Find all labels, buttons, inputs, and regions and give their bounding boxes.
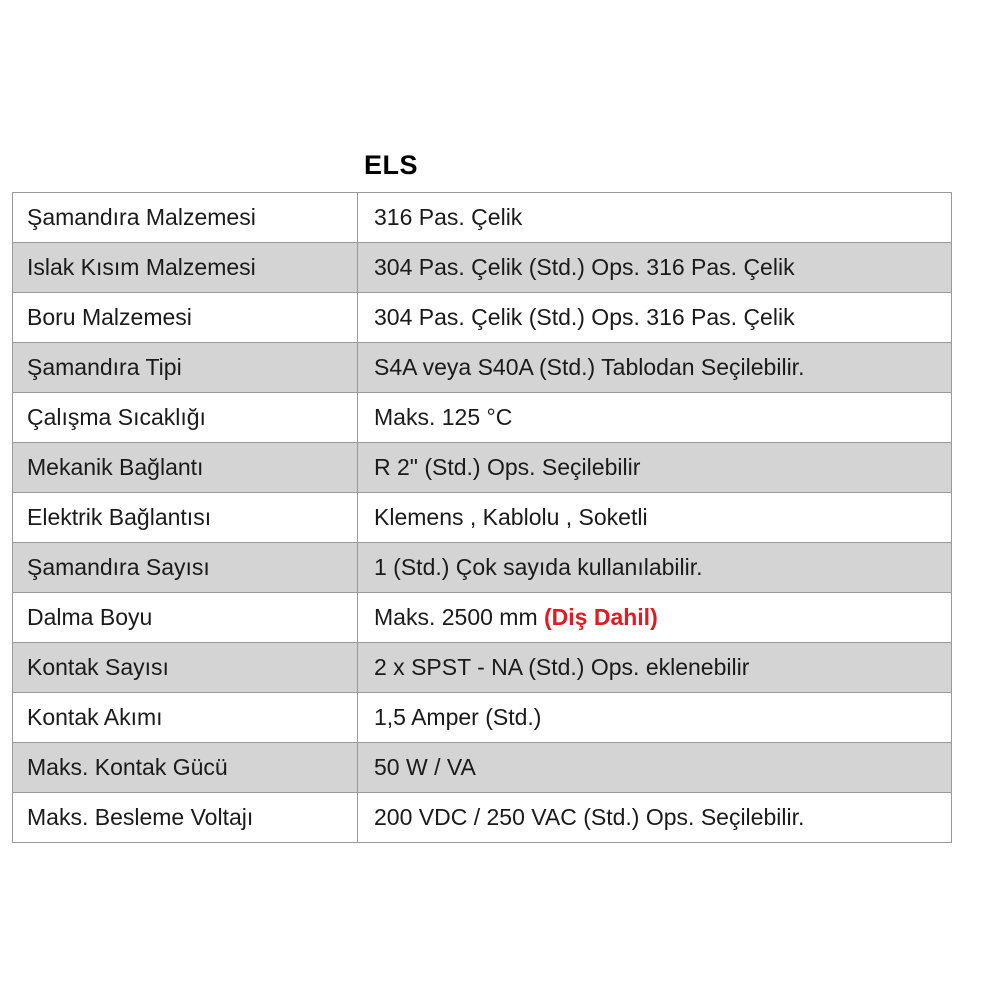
- table-row: [13, 543, 952, 593]
- spec-label: Şamandıra Malzemesi: [13, 193, 358, 243]
- table-row: [13, 443, 952, 493]
- spec-label: Çalışma Sıcaklığı: [13, 393, 358, 443]
- specifications-table: [12, 192, 952, 843]
- spec-value: [358, 643, 952, 693]
- spec-label: Boru Malzemesi: [13, 293, 358, 343]
- page-title: ELS: [364, 150, 419, 180]
- table-row: [13, 343, 952, 393]
- table-row: [13, 393, 952, 443]
- spec-value-accent: (Diş Dahil): [544, 604, 658, 630]
- table-row: [13, 693, 952, 743]
- spec-value-text: Maks. 125 °C: [374, 404, 513, 430]
- spec-value: [358, 743, 952, 793]
- spec-value-text: S4A veya S40A (Std.) Tablodan Seçilebilir.: [374, 354, 805, 380]
- spec-value: [358, 793, 952, 843]
- spec-value: [358, 343, 952, 393]
- spec-value: [358, 543, 952, 593]
- table-row: [13, 743, 952, 793]
- spec-value-text: 1 (Std.) Çok sayıda kullanılabilir.: [374, 554, 703, 580]
- spec-value: [358, 293, 952, 343]
- spec-value: [358, 243, 952, 293]
- table-row: [13, 493, 952, 543]
- spec-label: Maks. Kontak Gücü: [13, 743, 358, 793]
- spec-label: Elektrik Bağlantısı: [13, 493, 358, 543]
- spec-value: [358, 493, 952, 543]
- spec-label: Mekanik Bağlantı: [13, 443, 358, 493]
- table-row: [13, 643, 952, 693]
- spec-value-text: 1,5 Amper (Std.): [374, 704, 542, 730]
- spec-value: [358, 193, 952, 243]
- table-row: [13, 243, 952, 293]
- table-row: [13, 593, 952, 643]
- spec-value: [358, 443, 952, 493]
- spec-label: Dalma Boyu: [13, 593, 358, 643]
- spec-value: [358, 693, 952, 743]
- table-row: [13, 293, 952, 343]
- spec-label: Islak Kısım Malzemesi: [13, 243, 358, 293]
- spec-value-text: R 2" (Std.) Ops. Seçilebilir: [374, 454, 641, 480]
- spec-label: Kontak Akımı: [13, 693, 358, 743]
- spec-value: [358, 593, 952, 643]
- spec-label: Şamandıra Sayısı: [13, 543, 358, 593]
- spec-label: Maks. Besleme Voltajı: [13, 793, 358, 843]
- spec-value-text: 50 W / VA: [374, 754, 476, 780]
- spec-value: [358, 393, 952, 443]
- spec-value-text: Maks. 2500 mm: [374, 604, 544, 630]
- spec-label: Şamandıra Tipi: [13, 343, 358, 393]
- spec-value-text: 200 VDC / 250 VAC (Std.) Ops. Seçilebilir.: [374, 804, 805, 830]
- spec-value-text: 2 x SPST - NA (Std.) Ops. eklenebilir: [374, 654, 750, 680]
- spec-value-text: 304 Pas. Çelik (Std.) Ops. 316 Pas. Çelik: [374, 304, 795, 330]
- spec-value-text: 316 Pas. Çelik: [374, 204, 523, 230]
- spec-value-text: 304 Pas. Çelik (Std.) Ops. 316 Pas. Çelik: [374, 254, 795, 280]
- table-row: [13, 193, 952, 243]
- spec-label: Kontak Sayısı: [13, 643, 358, 693]
- spec-value-text: Klemens , Kablolu , Soketli: [374, 504, 648, 530]
- table-row: [13, 793, 952, 843]
- table-body: [13, 193, 952, 843]
